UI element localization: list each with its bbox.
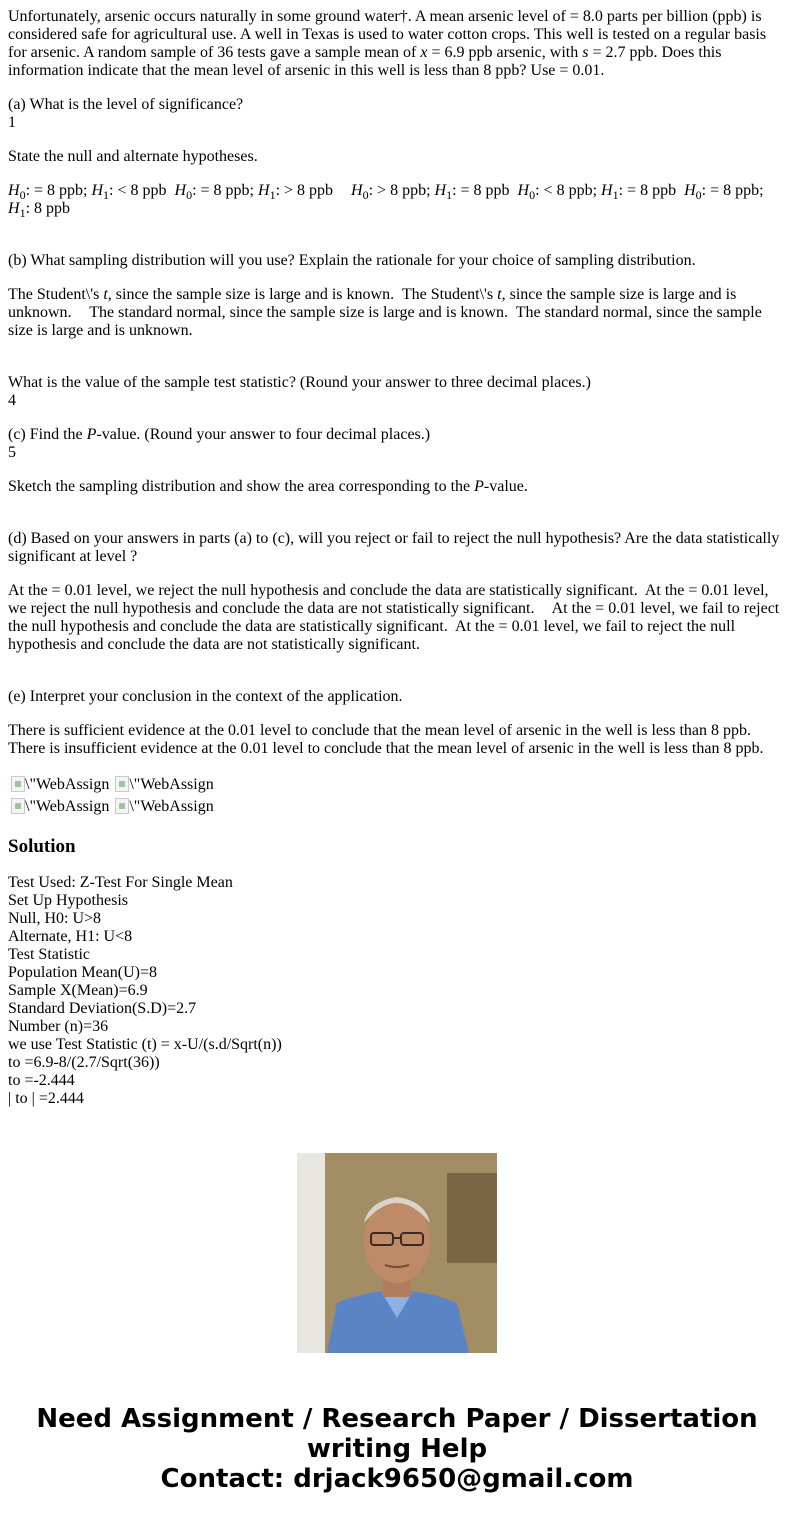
broken-image-icon (115, 798, 129, 814)
hyp-option-1[interactable]: $H_0$: = 8 ppb; $H_1$: < 8 ppb (8, 182, 167, 202)
dist-option-3[interactable]: The standard normal, since the sample size is large and is known. (89, 304, 508, 321)
solution-line: Null, H0: U>8 (8, 910, 102, 927)
question-content (8, 8, 784, 1107)
hypotheses-options (8, 182, 784, 218)
part-a-answer: 1 (8, 114, 16, 131)
solution-line: | to | =2.444 (8, 1090, 84, 1107)
solution-line: Sample X(Mean)=6.9 (8, 982, 148, 999)
solution-heading: Solution (8, 836, 76, 857)
webassign-images (8, 774, 784, 818)
webassign-image: \"WebAssign (11, 796, 109, 818)
d-option-3[interactable]: At the = 0.01 level, we fail to reject the null hypothesis and conclude the data are statistically significant. (8, 600, 780, 635)
part-a-question: (a) What is the level of significance? (8, 96, 244, 113)
solution-line: Standard Deviation(S.D)=2.7 (8, 1000, 197, 1017)
broken-image-icon (11, 776, 25, 792)
solution-line: Number (n)=36 (8, 1018, 109, 1035)
dist-option-2[interactable]: The Student\'s t, since the sample size is large and is unknown. (8, 286, 737, 321)
part-c-answer: 5 (8, 444, 16, 461)
broken-image-icon (115, 776, 129, 792)
solution-line: Set Up Hypothesis (8, 892, 128, 909)
distribution-options (8, 286, 784, 340)
dist-option-1[interactable]: The Student\'s t, since the sample size is large and is known. (8, 286, 395, 303)
solution-line: Test Used: Z-Test For Single Mean (8, 874, 233, 891)
solution-line: Population Mean(U)=8 (8, 964, 157, 981)
intro-paragraph: Unfortunately, arsenic occurs naturally in some ground water†. A mean arsenic level of = 8.0 parts per billion (ppb) is considered safe for agricultural use. A well in Texas is used to water cotton crops. This well is tested on a regular basis for arsenic. A random sample of 36 tests gave a sample mean of x = 6.9 ppb arsenic, with s = 2.7 ppb. Does this information indicate that the mean level of arsenic in this well is less than 8 ppb? Use = 0.01. (8, 8, 767, 79)
promo-line: writing Help (306, 1434, 488, 1464)
part-d-question: (d) Based on your answers in parts (a) to (c), will you reject or fail to reject the null hypothesis? Are the data statistically significant at level ? (8, 530, 780, 565)
interpretation-options (8, 722, 784, 758)
test-statistic-question: What is the value of the sample test statistic? (Round your answer to three decimal places.) (8, 374, 591, 391)
hyp-option-4[interactable]: $H_0$: < 8 ppb; $H_1$: = 8 ppb (517, 182, 677, 202)
part-c-question: (c) Find the P-value. (Round your answer to four decimal places.) (8, 426, 431, 443)
promo-line: Need Assignment / Research Paper / Dissertation (36, 1404, 758, 1434)
solution-line: to =-2.444 (8, 1072, 75, 1089)
webassign-image: \"WebAssign (115, 774, 213, 796)
solution-line: Test Statistic (8, 946, 90, 963)
solution-line: to =6.9-8/(2.7/Sqrt(36)) (8, 1054, 160, 1071)
hyp-option-2[interactable]: $H_0$: = 8 ppb; $H_1$: > 8 ppb (174, 182, 334, 202)
avatar-portrait (297, 1153, 497, 1353)
e-option-1[interactable]: There is sufficient evidence at the 0.01 level to conclude that the mean level of arsenic in the well is less than 8 ppb. (8, 722, 752, 739)
part-e-question: (e) Interpret your conclusion in the context of the application. (8, 688, 403, 705)
e-option-2[interactable]: There is insufficient evidence at the 0.01 level to conclude that the mean level of arsenic in the well is less than 8 ppb. (8, 740, 764, 757)
author-avatar (297, 1153, 497, 1353)
webassign-image: \"WebAssign (115, 796, 213, 818)
solution-line: we use Test Statistic (t) = x-U/(s.d/Sqrt(n)) (8, 1036, 282, 1053)
sketch-prompt: Sketch the sampling distribution and show the area corresponding to the P-value. (8, 478, 528, 495)
solution-body (8, 874, 784, 1107)
broken-image-icon (11, 798, 25, 814)
test-statistic-answer: 4 (8, 392, 16, 409)
contact-line: Contact: drjack9650@gmail.com (160, 1464, 634, 1494)
solution-line: Alternate, H1: U<8 (8, 928, 133, 945)
part-b-question: (b) What sampling distribution will you use? Explain the rationale for your choice of sampling distribution. (8, 252, 696, 269)
d-option-2[interactable]: At the = 0.01 level, we reject the null hypothesis and conclude the data are not statistically significant. (8, 582, 769, 617)
d-option-4[interactable]: At the = 0.01 level, we fail to reject the null hypothesis and conclude the data are not statistically significant. (8, 618, 736, 653)
conclusion-options (8, 582, 784, 654)
dist-option-4[interactable]: The standard normal, since the sample size is large and is unknown. (8, 304, 762, 339)
state-hypotheses-prompt: State the null and alternate hypotheses. (8, 148, 258, 165)
webassign-image: \"WebAssign (11, 774, 109, 796)
hyp-option-3[interactable]: $H_0$: > 8 ppb; $H_1$: = 8 ppb (351, 182, 510, 202)
hyp-option-5[interactable]: $H_0$: = 8 ppb; $H_1$: 8 ppb (8, 182, 764, 220)
promo-footer (0, 1404, 794, 1494)
d-option-1[interactable]: At the = 0.01 level, we reject the null hypothesis and conclude the data are statistically significant. (8, 582, 638, 599)
